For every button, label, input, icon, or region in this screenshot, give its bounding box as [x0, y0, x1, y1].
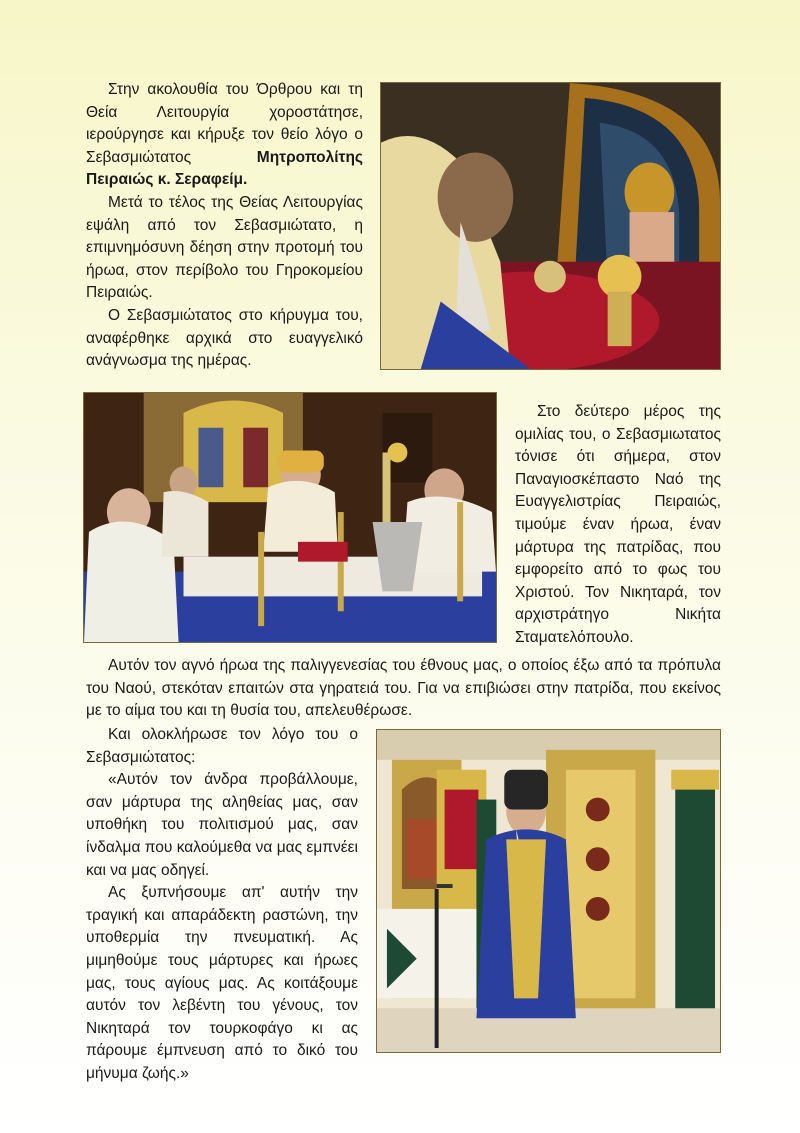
quote-paragraph: Ας ξυπνήσουμε απ' αυτήν την τραγική και απαράδεκτη ραστώνη, την υποθερμία την πνευματική. Ας μιμηθούμε τους μάρτυρες και ήρωες μας, τους αγίους μας. Ας κοιτάξουμε αυτόν τον λεβέντη του γένους, τον Νικηταρά τον τουρκοφάγο κι ας πάρουμε έμπνευση από το δικό του μήνυμα ζωής.» [86, 884, 358, 1082]
paragraph: Στο δεύτερο μέρος της ομιλίας του, ο Σεβασμιωτατος τόνισε ότι σήμερα, στον Παναγιοσκέπαστο Ναό της Ευαγγελιστρίας Πειραιώς, τιμούμε έναν ήρωα, έναν μάρτυρα της πατρίδας, που εμφορείτο από το φως του Χριστού. Τον Νικηταρά, τον αρχιστράτηγο Νικήτα Σταματελόπουλο. [515, 403, 721, 646]
text-block-2 [515, 401, 721, 650]
photo-altar-celebration [83, 392, 497, 643]
paragraph: Και ολοκλήρωσε τον λόγο του ο Σεβασμιώτατος: [86, 726, 358, 766]
text-block-4 [86, 724, 358, 1086]
photo-bishop-preaching [376, 729, 721, 1053]
metropolitan-name: Μητροπολίτης Πειραιώς κ. Σεραφείμ. [86, 148, 363, 189]
photo-altar-celebration-image [84, 393, 496, 642]
photo-bishop-at-icon [380, 82, 721, 370]
paragraph: Μετά το τέλος της Θείας Λειτουργίας εψάλη από τον Σεβασμιώτατο, η επιμνημόσυνη δέηση στην προτομή του ήρωα, στον περίβολο του Γηροκομείου Πειραιώς. [86, 193, 363, 302]
paragraph [86, 79, 363, 192]
paragraph: Ο Σεβασμιώτατος στο κήρυγμα του, αναφέρθηκε αρχικά στο ευαγγελικό ανάγνωσμα της ημέρας. [86, 306, 363, 370]
text-block-3 [86, 655, 721, 723]
photo-bishop-at-icon-image [381, 83, 720, 369]
paragraph: Αυτόν τον αγνό ήρωα της παλιγγενεσίας του έθνους μας, ο οποίος έξω από τα πρόπυλα του Ναού, στεκόταν επαιτών στα γηρατειά του. Για να επιβιώσει στην πατρίδα, που εκείνος με το αίμα του και τη θυσία του, απελευθέρωσε. [86, 657, 721, 720]
text-block-1 [86, 79, 363, 373]
text-span: Στην ακολουθία του Όρθρου και τη Θεία Λειτουργία χοροστάτησε, ιερούργησε και κήρυξε τον θείο λόγο ο Σεβασμιώτατος [86, 81, 363, 166]
quote-paragraph: «Αυτόν τον άνδρα προβάλλουμε, σαν μάρτυρα της αληθείας μας, σαν υποθήκη του πολιτισμού μας, σαν ίνδαλμα που καλούμεθα να μας εμπνέει και να μας οδηγεί. [86, 771, 358, 879]
photo-bishop-preaching-image [377, 730, 720, 1052]
